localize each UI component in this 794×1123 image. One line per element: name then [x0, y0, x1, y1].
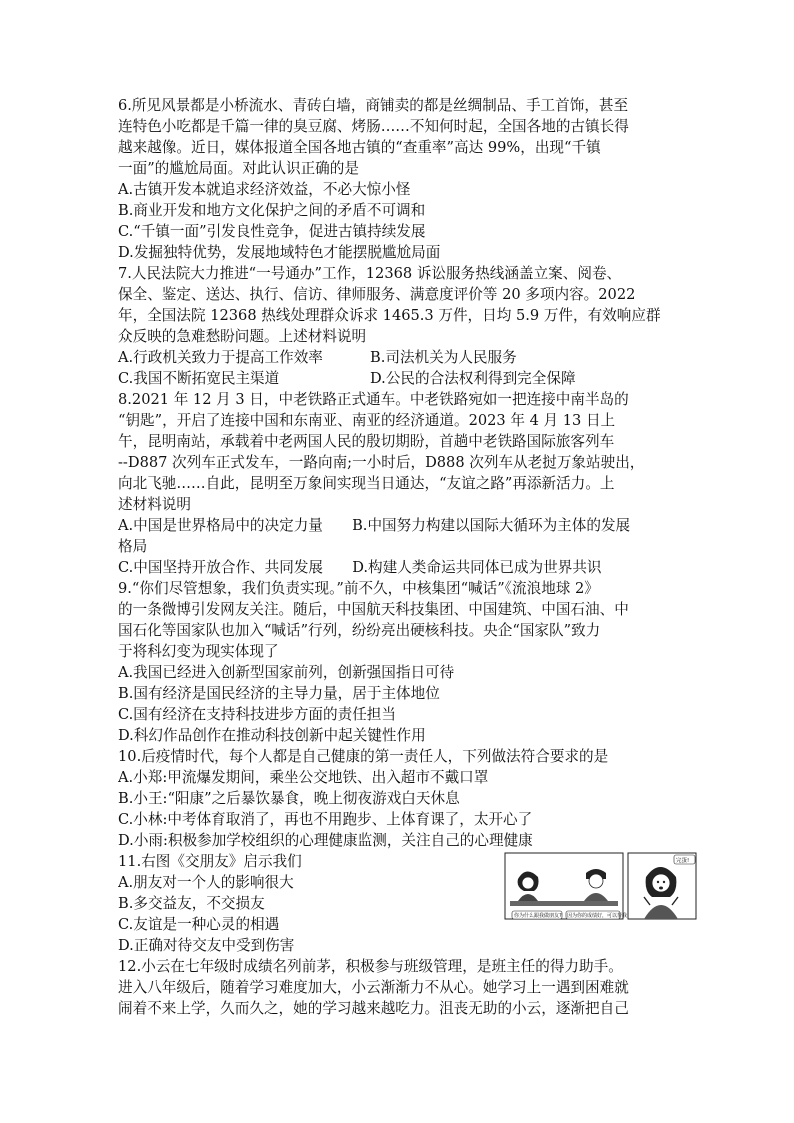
comic-bubble-1-text: 你为什么跟我做朋友?: [514, 913, 562, 919]
question-11-stem-line: 11.右图《交朋友》启示我们: [118, 853, 302, 870]
question-10-option-b: B.小王:“阳康”之后暴饮暴食，晚上彻夜游戏白天休息: [118, 790, 460, 807]
question-10-stem-line: 10.后疫情时代，每个人都是自己健康的第一责任人，下列做法符合要求的是: [118, 748, 609, 765]
question-8-stem-line: “钥匙”，开启了连接中国和东南亚、南亚的经济通道。2023 年 4 月 13 日上: [118, 412, 616, 429]
friendship-comic-illustration: [504, 851, 697, 921]
question-8-option-line: 格局: [118, 538, 148, 555]
question-6-option-c: C.“千镇一面”引发良性竞争，促进古镇持续发展: [118, 223, 426, 240]
question-12-stem-line: 12.小云在七年级时成绩名列前茅，积极参与班级管理，是班主任的得力助手。: [118, 958, 623, 975]
question-11-option-d: D.正确对待交友中受到伤害: [118, 937, 295, 954]
question-6-option-a: A.古镇开发本就追求经济效益，不必大惊小怪: [118, 181, 411, 198]
question-7-stem-line: 年，全国法院 12368 热线处理群众诉求 1465.3 万件，日均 5.9 万件，有效响应群: [118, 307, 661, 324]
question-9-option-c: C.国有经济在支持科技进步方面的责任担当: [118, 706, 396, 723]
question-7-option-b: B.司法机关为人民服务: [370, 349, 517, 366]
question-9-stem-line: 9.“你们尽管想象，我们负责实现。”前不久，中核集团“喊话”《流浪地球 2》: [118, 580, 599, 597]
question-8-option-line: A.中国是世界格局中的决定力量 B.中国努力构建以国际大循环为主体的发展: [118, 517, 631, 534]
question-6-stem-line: 连特色小吃都是千篇一律的臭豆腐、烤肠……不知何时起，全国各地的古镇长得: [118, 118, 629, 135]
comic-bubble-3-text: 完蛋!: [676, 858, 690, 864]
question-8-stem-line: --D887 次列车正式发车，一路向南;一小时后，D888 次列车从老挝万象站驶出，: [118, 454, 645, 471]
question-11-option-a: A.朋友对一个人的影响很大: [118, 874, 294, 891]
question-6-option-b: B.商业开发和地方文化保护之间的矛盾不可调和: [118, 202, 426, 219]
comic-bubble-2-text: 因为你的成绩好，可以帮我: [567, 913, 628, 919]
question-12-stem-line: 进入八年级后，随着学习难度加大，小云渐渐力不从心。她学习上一遇到困难就: [118, 979, 629, 996]
question-10-option-d: D.小雨:积极参加学校组织的心理健康监测，关注自己的心理健康: [118, 832, 533, 849]
question-6-stem-line: 6.所见风景都是小桥流水、青砖白墙，商铺卖的都是丝绸制品、手工首饰，甚至: [118, 97, 629, 114]
question-6-option-d: D.发掘独特优势，发展地域特色才能摆脱尴尬局面: [118, 244, 441, 261]
question-6-stem-line: 越来越像。近日，媒体报道全国各地古镇的“查重率”高达 99%，出现“千镇: [118, 139, 601, 156]
question-6-stem-line: 一面”的尴尬局面。对此认识正确的是: [118, 160, 359, 177]
question-11-option-b: B.多交益友，不交损友: [118, 895, 265, 912]
question-12-stem-line: 闹着不来上学，久而久之，她的学习越来越吃力。沮丧无助的小云，逐渐把自己: [118, 1000, 629, 1017]
question-10-option-c: C.小林:中考体育取消了，再也不用跑步、上体育课了，太开心了: [118, 811, 533, 828]
question-7-stem-line: 保全、鉴定、送达、执行、信访、律师服务、满意度评价等 20 多项内容。2022: [118, 286, 636, 303]
question-6: [118, 95, 684, 263]
question-7-options-row: [118, 368, 684, 389]
question-7: [118, 263, 684, 389]
question-7-stem-line: 7.人民法院大力推进“一号通办”工作，12368 诉讼服务热线涵盖立案、阅卷、: [118, 265, 622, 282]
question-11-option-c: C.友谊是一种心灵的相遇: [118, 916, 280, 933]
question-8-stem-line: 向北飞驰……自此，昆明至万象间实现当日通达，“友谊之路”再添新活力。上: [118, 475, 615, 492]
question-8-stem-line: 8.2021 年 12 月 3 日，中老铁路正式通车。中老铁路宛如一把连接中南半岛的: [118, 391, 629, 408]
question-9-option-b: B.国有经济是国民经济的主导力量，居于主体地位: [118, 685, 440, 702]
question-8-stem-line: 午，昆明南站，承载着中老两国人民的殷切期盼，首趟中老铁路国际旅客列车: [118, 433, 615, 450]
question-9-option-a: A.我国已经进入创新型国家前列，创新强国指日可待: [118, 664, 455, 681]
question-8: [118, 389, 684, 578]
question-9-stem-line: 于将科幻变为现实体现了: [118, 643, 279, 660]
question-9: [118, 578, 684, 746]
question-8-stem-line: 述材料说明: [118, 496, 191, 513]
question-8-option-line: C.中国坚持开放合作、共同发展 D.构建人类命运共同体已成为世界共识: [118, 559, 602, 576]
question-9-stem-line: 国石化等国家队也加入“喊话”行列，纷纷亮出硬核科技。央企“国家队”致力: [118, 622, 601, 639]
question-7-stem-line: 众反映的急难愁盼问题。上述材料说明: [118, 328, 367, 345]
question-7-option-a: A.行政机关致力于提高工作效率: [118, 349, 323, 366]
question-7-option-c: C.我国不断拓宽民主渠道: [118, 370, 280, 387]
question-10-option-a: A.小郑:甲流爆发期间，乘坐公交地铁、出入超市不戴口罩: [118, 769, 489, 786]
question-12: [118, 956, 684, 1019]
question-7-options-row: [118, 347, 684, 368]
question-9-stem-line: 的一条微博引发网友关注。随后，中国航天科技集团、中国建筑、中国石油、中: [118, 601, 629, 618]
question-10: [118, 746, 684, 851]
question-7-option-d: D.公民的合法权利得到完全保障: [370, 370, 576, 387]
question-9-option-d: D.科幻作品创作在推动科技创新中起关键性作用: [118, 727, 426, 744]
comic-table: [510, 901, 618, 906]
